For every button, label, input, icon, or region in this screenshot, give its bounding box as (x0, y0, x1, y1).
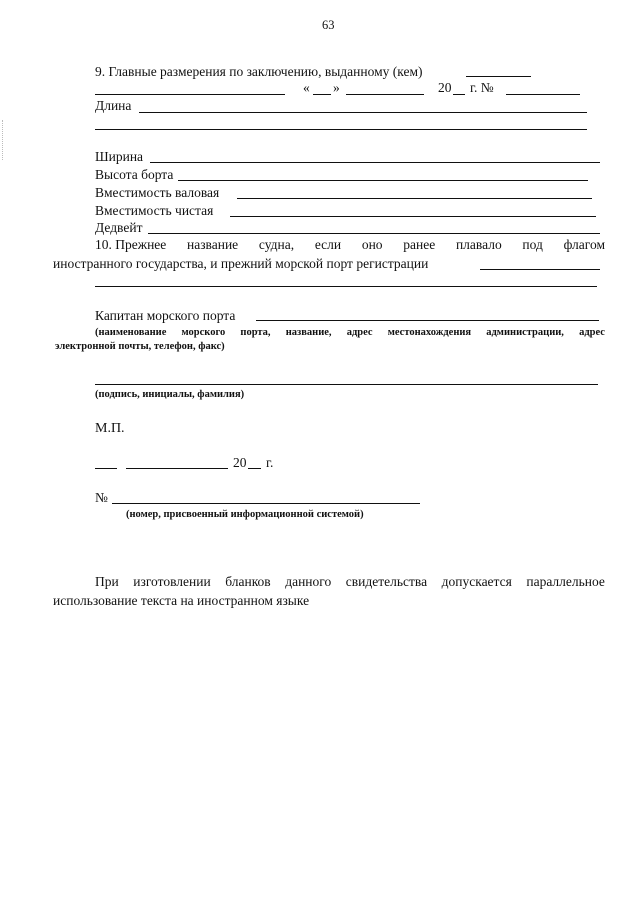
number-note: (номер, присвоенный информационной системой) (126, 509, 364, 520)
date-year-prefix: 20 (233, 455, 247, 470)
s10-word: ранее (403, 237, 436, 252)
signature-note: (подпись, инициалы, фамилия) (95, 389, 245, 400)
former-port-field[interactable] (480, 269, 600, 270)
note-word: адрес (579, 327, 605, 338)
s10-word: если (314, 237, 342, 252)
s10-word: оно (361, 237, 383, 252)
captain-port-field[interactable] (256, 320, 599, 321)
footer-line1 (95, 574, 605, 590)
captain-note-line2: электронной почты, телефон, факс) (55, 341, 225, 352)
section10-line1 (95, 237, 605, 253)
length-label: Длина (95, 98, 132, 113)
issuer-field-cont[interactable] (95, 94, 285, 95)
date-month-field[interactable] (126, 468, 228, 469)
section10-line2: иностранного государства, и прежний морской порт регистрации (53, 256, 429, 271)
number-sign: № (95, 490, 108, 505)
issuer-field[interactable] (466, 76, 531, 77)
captain-note-line1 (95, 326, 605, 339)
date-year-field[interactable] (248, 468, 261, 469)
s10-word: флагом (563, 237, 605, 252)
footer-word: данного (285, 574, 332, 589)
number-field[interactable] (112, 503, 420, 504)
former-port-field-cont[interactable] (95, 286, 597, 287)
footer-word: параллельное (526, 574, 605, 589)
signature-field[interactable] (95, 384, 598, 385)
width-label: Ширина (95, 149, 144, 164)
s10-word: название (187, 237, 239, 252)
year-prefix: 20 (438, 80, 452, 95)
page-number: 63 (322, 18, 335, 32)
depth-label: Высота борта (95, 167, 174, 182)
quote-open: « (303, 80, 310, 95)
s10-word: плавало (455, 237, 502, 252)
footer-word: бланков (225, 574, 271, 589)
gross-tonnage-field[interactable] (237, 198, 592, 199)
footer-line2: использование текста на иностранном языке (53, 593, 310, 608)
date-day-field[interactable] (95, 468, 117, 469)
length-field-cont[interactable] (95, 129, 587, 130)
year-field[interactable] (453, 94, 465, 95)
net-tonnage-field[interactable] (230, 216, 596, 217)
section9-line1: 9. Главные размерения по заключению, выданному (кем) (95, 64, 423, 79)
deadweight-label: Дедвейт (95, 220, 143, 235)
conclusion-number-field[interactable] (506, 94, 580, 95)
footer-word: При (95, 574, 119, 589)
captain-label: Капитан морского порта (95, 308, 236, 323)
note-word: морского (181, 327, 226, 338)
note-word: порта, (240, 327, 271, 338)
note-word: местонахождения (387, 327, 472, 338)
note-word: администрации, (486, 327, 564, 338)
width-field[interactable] (150, 162, 600, 163)
note-word: адрес (346, 327, 373, 338)
month-field[interactable] (346, 94, 424, 95)
footer-word: допускается (441, 574, 512, 589)
footer-word: изготовлении (133, 574, 211, 589)
length-field[interactable] (139, 112, 587, 113)
depth-field[interactable] (178, 180, 588, 181)
year-suffix-number: г. № (470, 80, 494, 95)
footer-word: свидетельства (345, 574, 428, 589)
deadweight-field[interactable] (148, 233, 600, 234)
s10-word: под (522, 237, 543, 252)
quote-close: » (333, 80, 340, 95)
note-word: название, (285, 327, 332, 338)
note-word: (наименование (95, 327, 167, 338)
gross-tonnage-label: Вместимость валовая (95, 185, 220, 200)
s10-word: судна, (258, 237, 295, 252)
stamp-label: М.П. (95, 421, 125, 436)
date-year-suffix: г. (266, 455, 274, 470)
scan-edge-marks (2, 120, 4, 160)
net-tonnage-label: Вместимость чистая (95, 203, 214, 218)
day-field[interactable] (313, 94, 331, 95)
s10-word: 10. Прежнее (95, 237, 167, 252)
